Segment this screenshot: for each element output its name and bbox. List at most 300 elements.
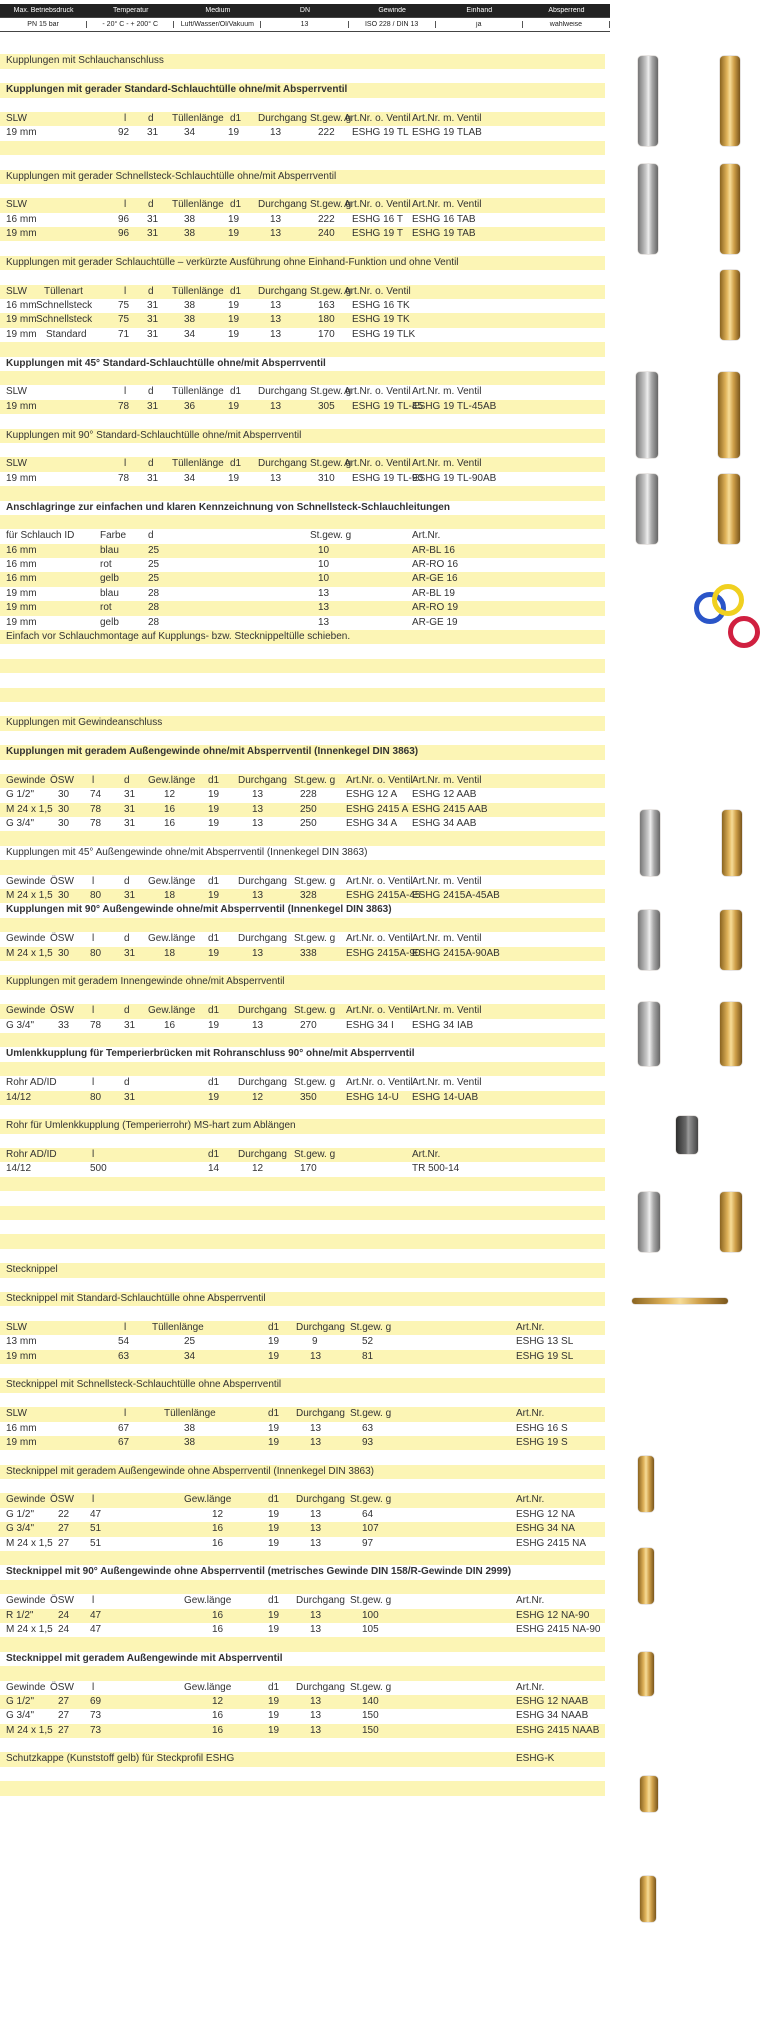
tube-image [632, 1298, 728, 1304]
table-cell: ESHG 12 A [346, 789, 398, 801]
table-spacer-row [0, 688, 605, 702]
table-spacer-row [0, 40, 605, 54]
table-cell: Durchgang [238, 933, 287, 945]
table-row [0, 1493, 605, 1507]
table-cell: 52 [362, 1336, 374, 1348]
table-cell: Gewinde [6, 1681, 46, 1693]
table-cell: ESHG 19 TLAB [412, 127, 482, 139]
table-cell: d1 [268, 1681, 280, 1693]
table-cell: d1 [208, 1077, 220, 1089]
table-cell: Art.Nr. o. Ventil [344, 386, 411, 398]
table-cell: d [148, 530, 154, 542]
table-cell: 96 [118, 213, 130, 225]
table-cell: Schnellsteck [36, 300, 93, 312]
table-row [0, 1465, 605, 1479]
table-cell: 13 [252, 890, 264, 902]
table-cell: 78 [118, 400, 130, 412]
table-cell: 250 [300, 818, 317, 830]
table-cell: Durchgang [238, 875, 287, 887]
table-cell: SLW [6, 112, 27, 124]
table-cell: 31 [147, 400, 159, 412]
table-cell: St.gew. g [294, 875, 336, 887]
table-spacer-row [0, 1062, 605, 1076]
table-cell: 80 [90, 1091, 102, 1103]
table-cell: M 24 x 1,5 [6, 803, 53, 815]
table-cell: St.gew. g [294, 774, 336, 786]
table-cell: l [124, 386, 127, 398]
table-cell: 228 [300, 789, 317, 801]
table-cell: 27 [58, 1523, 70, 1535]
table-cell: 19 mm [6, 400, 37, 412]
table-cell: Art.Nr. m. Ventil [412, 774, 482, 786]
table-spacer-row [0, 1781, 605, 1795]
table-row [0, 170, 605, 184]
table-row [0, 846, 605, 860]
table-cell: 19 [228, 300, 240, 312]
table-cell: Art.Nr. o. Ventil [344, 458, 411, 470]
table-cell: Tüllenlänge [172, 199, 224, 211]
table-cell: 31 [147, 472, 159, 484]
table-cell: 19 [208, 818, 220, 830]
table-cell: l [92, 1077, 95, 1089]
table-cell: Gew.länge [148, 1005, 196, 1017]
table-cell: d1 [230, 112, 242, 124]
table-cell: 19 [268, 1695, 280, 1707]
table-cell: d1 [268, 1494, 280, 1506]
table-row [0, 1709, 605, 1723]
table-spacer-row [0, 342, 605, 356]
table-cell: d [124, 1005, 130, 1017]
coupling-quick-image [638, 164, 658, 254]
table-cell: 27 [58, 1724, 70, 1736]
table-cell: Schutzkappe (Kunststoff gelb) für Steckprofil ESHG [6, 1753, 235, 1765]
table-cell: 71 [118, 328, 130, 340]
table-cell: 19 mm [6, 472, 37, 484]
table-cell: Art.Nr. o. Ventil [346, 1005, 413, 1017]
table-cell: 19 mm [6, 616, 37, 628]
table-cell: 34 [184, 472, 196, 484]
table-cell: ESHG 12 NA-90 [516, 1609, 590, 1621]
table-cell: 31 [147, 314, 159, 326]
table-cell: 54 [118, 1336, 130, 1348]
table-cell: 31 [124, 890, 136, 902]
coupling-inner-thread-image [676, 1116, 698, 1154]
table-cell: Tüllenlänge [172, 386, 224, 398]
table-row [0, 544, 605, 558]
table-spacer-row [0, 515, 605, 529]
table-cell: 30 [58, 818, 70, 830]
product-images-column [610, 0, 765, 2026]
table-cell: 38 [184, 300, 196, 312]
table-cell: 27 [58, 1710, 70, 1722]
spec-value: wahlweise [523, 21, 610, 28]
table-spacer-row [0, 1278, 605, 1292]
table-cell: Durchgang [238, 1149, 287, 1161]
coupling-quick-valve-image [720, 164, 740, 254]
table-cell: 28 [148, 602, 160, 614]
table-cell: d1 [268, 1321, 280, 1333]
table-cell: Gewinde [6, 933, 46, 945]
table-cell: 12 [252, 1091, 264, 1103]
table-spacer-row [0, 702, 605, 716]
table-cell: 500 [90, 1163, 107, 1175]
table-cell: Art.Nr. o. Ventil [344, 285, 411, 297]
table-row [0, 1350, 605, 1364]
coupling-deflection-image [638, 1192, 660, 1252]
table-cell: St.gew. g [350, 1595, 392, 1607]
spec-title: Gewinde [378, 7, 406, 14]
table-cell: 19 [228, 228, 240, 240]
table-row [0, 601, 605, 615]
table-cell: Stecknippel mit Standard-Schlauchtülle ohne Absperrventil [6, 1292, 266, 1304]
table-cell: d [124, 1077, 130, 1089]
table-cell: d1 [230, 386, 242, 398]
table-spacer-row [0, 414, 605, 428]
table-row [0, 1321, 605, 1335]
table-row [0, 903, 605, 917]
table-cell: d1 [230, 285, 242, 297]
table-cell: 19 [228, 328, 240, 340]
table-row [0, 227, 605, 241]
table-cell: ÖSW [50, 1494, 74, 1506]
table-cell: 13 [270, 328, 282, 340]
table-cell: 13 [310, 1623, 322, 1635]
table-cell: 31 [124, 803, 136, 815]
spec-value: 13 [261, 21, 348, 28]
table-cell: d [148, 458, 154, 470]
table-spacer-row [0, 1450, 605, 1464]
table-spacer-row [0, 141, 605, 155]
table-cell: l [124, 458, 127, 470]
table-cell: 34 [184, 127, 196, 139]
table-cell: Rohr AD/ID [6, 1077, 57, 1089]
coupling-thread-45-image [638, 910, 660, 970]
table-cell: 19 [208, 789, 220, 801]
table-cell: d [124, 774, 130, 786]
table-cell: 19 [228, 213, 240, 225]
table-row [0, 1522, 605, 1536]
table-cell: d1 [208, 1005, 220, 1017]
table-row [0, 774, 605, 788]
table-row [0, 1752, 605, 1766]
table-spacer-row [0, 1666, 605, 1680]
table-row [0, 126, 605, 140]
table-cell: M 24 x 1,5 [6, 1724, 53, 1736]
table-cell: 16 [164, 818, 176, 830]
nipple-thread-90-image [640, 1776, 658, 1812]
table-spacer-row [0, 1479, 605, 1493]
table-cell: Gew.länge [148, 933, 196, 945]
table-cell: Durchgang [258, 112, 307, 124]
table-cell: 13 [310, 1609, 322, 1621]
table-row [0, 1004, 605, 1018]
table-cell: Art.Nr. o. Ventil [346, 933, 413, 945]
table-cell: Art.Nr. [516, 1321, 545, 1333]
table-cell: Art.Nr. m. Ventil [412, 112, 482, 124]
coupling-straight-image [638, 56, 658, 146]
table-cell: l [92, 1494, 95, 1506]
spec-title: Max. Betriebsdruck [13, 7, 74, 14]
table-cell: 74 [90, 789, 102, 801]
table-row [0, 1681, 605, 1695]
table-cell: 27 [58, 1695, 70, 1707]
table-cell: l [124, 199, 127, 211]
table-cell: Art.Nr. o. Ventil [344, 199, 411, 211]
table-cell: Art.Nr. [516, 1595, 545, 1607]
table-cell: ESHG 13 SL [516, 1336, 574, 1348]
table-cell: ESHG 34 NA [516, 1523, 575, 1535]
table-cell: 92 [118, 127, 130, 139]
table-cell: 16 [212, 1724, 224, 1736]
table-cell: d1 [268, 1408, 280, 1420]
table-cell: 51 [90, 1523, 102, 1535]
table-row [0, 587, 605, 601]
table-cell: 31 [124, 789, 136, 801]
table-row [0, 357, 605, 371]
spec-title: Einhand [466, 7, 493, 14]
table-cell: St.gew. g [294, 1005, 336, 1017]
table-cell: 93 [362, 1436, 374, 1448]
table-cell: 28 [148, 616, 160, 628]
table-cell: 13 [270, 228, 282, 240]
table-cell: G 3/4" [6, 818, 35, 830]
table-cell: d [148, 386, 154, 398]
table-cell: G 3/4" [6, 1710, 35, 1722]
table-spacer-row [0, 1551, 605, 1565]
table-spacer-row [0, 1177, 605, 1191]
table-cell: ÖSW [50, 1595, 74, 1607]
table-row [0, 1537, 605, 1551]
table-cell: St.gew. g [350, 1494, 392, 1506]
table-cell: Umlenkkupplung für Temperierbrücken mit Rohranschluss 90° ohne/mit Absperrventil [6, 1048, 415, 1060]
table-cell: ESHG 12 AAB [412, 789, 477, 801]
table-cell: 350 [300, 1091, 317, 1103]
table-cell: Durchgang [238, 1005, 287, 1017]
table-cell: 81 [362, 1350, 374, 1362]
table-cell: 16 [212, 1623, 224, 1635]
table-spacer-row [0, 1306, 605, 1320]
table-row [0, 947, 605, 961]
table-cell: ESHG 14-UAB [412, 1091, 479, 1103]
table-cell: 222 [318, 127, 335, 139]
table-row [0, 385, 605, 399]
table-spacer-row [0, 918, 605, 932]
table-cell: 19 [268, 1710, 280, 1722]
table-cell: Stecknippel mit 90° Außengewinde ohne Absperrventil (metrisches Gewinde DIN 158/R-Gewinde DIN 2999) [6, 1566, 512, 1578]
table-cell: 13 [252, 1019, 264, 1031]
table-cell: Schnellsteck [36, 314, 93, 326]
table-cell: SLW [6, 199, 27, 211]
table-cell: Tüllenlänge [172, 458, 224, 470]
table-cell: ESHG 2415 AAB [412, 803, 488, 815]
table-cell: 31 [147, 228, 159, 240]
table-cell: 305 [318, 400, 335, 412]
table-cell: Durchgang [258, 458, 307, 470]
table-cell: 14/12 [6, 1091, 32, 1103]
table-cell: gelb [100, 616, 119, 628]
table-spacer-row [0, 990, 605, 1004]
spec-value: Luft/Wasser/Öl/Vakuum [174, 21, 261, 28]
table-cell: l [92, 774, 95, 786]
table-cell: 9 [312, 1336, 318, 1348]
table-cell: 27 [58, 1537, 70, 1549]
table-cell: M 24 x 1,5 [6, 1537, 53, 1549]
table-cell: 19 mm [6, 328, 37, 340]
table-row [0, 1292, 605, 1306]
table-cell: ESHG 12 NAAB [516, 1695, 589, 1707]
table-cell: 63 [118, 1350, 130, 1362]
table-cell: ESHG 2415A-45AB [412, 890, 500, 902]
table-cell: l [92, 1005, 95, 1017]
table-cell: 31 [124, 818, 136, 830]
coupling-45-valve-image [718, 372, 740, 458]
table-cell: St.gew. g [310, 199, 352, 211]
table-row [0, 875, 605, 889]
table-cell: 25 [148, 559, 160, 571]
table-cell: 75 [118, 314, 130, 326]
table-cell: rot [100, 602, 112, 614]
table-cell: Kupplungen mit gerader Schnellsteck-Schlauchtülle ohne/mit Absperrventil [6, 170, 337, 182]
marker-ring-yellow-image [712, 584, 744, 616]
table-cell: 16 [212, 1609, 224, 1621]
coupling-short-image [720, 270, 740, 340]
table-cell: 16 [212, 1523, 224, 1535]
table-row [0, 1436, 605, 1450]
table-row [0, 213, 605, 227]
table-cell: Stecknippel mit geradem Außengewinde ohne Absperrventil (Innenkegel DIN 3863) [6, 1465, 374, 1477]
table-cell: Tüllenart [44, 285, 83, 297]
table-cell: Standard [46, 328, 87, 340]
table-cell: ESHG 34 A [346, 818, 398, 830]
table-cell: gelb [100, 573, 119, 585]
table-cell: Tüllenlänge [172, 112, 224, 124]
table-row [0, 1422, 605, 1436]
table-cell: ÖSW [50, 1681, 74, 1693]
table-cell: Durchgang [258, 386, 307, 398]
nipple-thread-valve-image [640, 1876, 656, 1922]
table-row [0, 630, 605, 644]
table-cell: St.gew. g [294, 1149, 336, 1161]
table-cell: 19 [268, 1336, 280, 1348]
table-spacer-row [0, 831, 605, 845]
table-cell: ESHG 2415 A [346, 803, 409, 815]
table-cell: 28 [148, 587, 160, 599]
coupling-thread-valve-image [722, 810, 742, 876]
coupling-thread-image [640, 810, 660, 876]
spec-value: ja [436, 21, 523, 28]
table-cell: 64 [362, 1508, 374, 1520]
table-row [0, 501, 605, 515]
table-cell: St.gew. g [294, 1077, 336, 1089]
table-cell: 73 [90, 1710, 102, 1722]
table-cell: St.gew. g [310, 285, 352, 297]
table-cell: Art.Nr. m. Ventil [412, 199, 482, 211]
table-cell: 10 [318, 573, 330, 585]
table-cell: 13 [310, 1523, 322, 1535]
table-cell: Kupplungen mit gerader Standard-Schlauchtülle ohne/mit Absperrventil [6, 84, 348, 96]
table-cell: 240 [318, 228, 335, 240]
table-cell: 25 [184, 1336, 196, 1348]
table-cell: ESHG 19 SL [516, 1350, 574, 1362]
table-cell: für Schlauch ID [6, 530, 75, 542]
table-cell: Durchgang [296, 1681, 345, 1693]
table-cell: 13 [310, 1508, 322, 1520]
table-cell: 31 [147, 328, 159, 340]
table-cell: l [92, 933, 95, 945]
table-cell: 16 mm [6, 300, 37, 312]
table-cell: ESHG 12 NA [516, 1508, 575, 1520]
table-row [0, 328, 605, 342]
coupling-thread-90-valve-image [720, 1002, 742, 1066]
table-cell: ESHG 34 I [346, 1019, 394, 1031]
table-cell: 38 [184, 213, 196, 225]
table-cell: d [148, 199, 154, 211]
table-cell: 100 [362, 1609, 379, 1621]
coupling-deflection-valve-image [720, 1192, 742, 1252]
table-cell: Art.Nr. o. Ventil [344, 112, 411, 124]
table-cell: 19 mm [6, 587, 37, 599]
table-cell: 31 [124, 1091, 136, 1103]
spec-header-table [0, 4, 610, 32]
coupling-90-image [636, 474, 658, 544]
table-cell: 13 mm [6, 1336, 37, 1348]
table-cell: 31 [147, 300, 159, 312]
table-cell: 12 [212, 1695, 224, 1707]
table-cell: 30 [58, 947, 70, 959]
table-cell: 150 [362, 1710, 379, 1722]
table-cell: 19 [268, 1537, 280, 1549]
table-cell: 13 [318, 587, 330, 599]
table-cell: Durchgang [296, 1494, 345, 1506]
table-cell: Gewinde [6, 1005, 46, 1017]
table-cell: SLW [6, 1321, 27, 1333]
table-cell: 78 [90, 1019, 102, 1031]
table-cell: 105 [362, 1623, 379, 1635]
table-row [0, 313, 605, 327]
table-row [0, 472, 605, 486]
table-spacer-row [0, 1206, 605, 1220]
table-spacer-row [0, 659, 605, 673]
table-cell: 78 [90, 818, 102, 830]
table-cell: 18 [164, 947, 176, 959]
coupling-90-valve-image [718, 474, 740, 544]
table-cell: Art.Nr. o. Ventil [346, 774, 413, 786]
table-cell: Stecknippel mit geradem Außengewinde mit Absperrventil [6, 1652, 283, 1664]
table-cell: AR-GE 19 [412, 616, 458, 628]
table-cell: Kupplungen mit gerader Schlauchtülle – verkürzte Ausführung ohne Einhand-Funktion und ohne Ventil [6, 256, 459, 268]
table-cell: ESHG 2415A-90 [346, 947, 421, 959]
table-cell: TR 500-14 [412, 1163, 460, 1175]
table-row [0, 1594, 605, 1608]
table-cell: St.gew. g [310, 112, 352, 124]
table-cell: d1 [230, 458, 242, 470]
table-row [0, 817, 605, 831]
table-cell: d1 [268, 1595, 280, 1607]
table-row [0, 1695, 605, 1709]
table-cell: 34 [184, 1350, 196, 1362]
table-row [0, 1508, 605, 1522]
table-cell: 13 [310, 1710, 322, 1722]
table-cell: ÖSW [50, 1005, 74, 1017]
table-cell: 19 [228, 472, 240, 484]
table-spacer-row [0, 1637, 605, 1651]
table-cell: 19 [228, 400, 240, 412]
table-cell: 18 [164, 890, 176, 902]
table-cell: Durchgang [296, 1321, 345, 1333]
table-row [0, 1162, 605, 1176]
table-row [0, 975, 605, 989]
table-cell: d [124, 933, 130, 945]
